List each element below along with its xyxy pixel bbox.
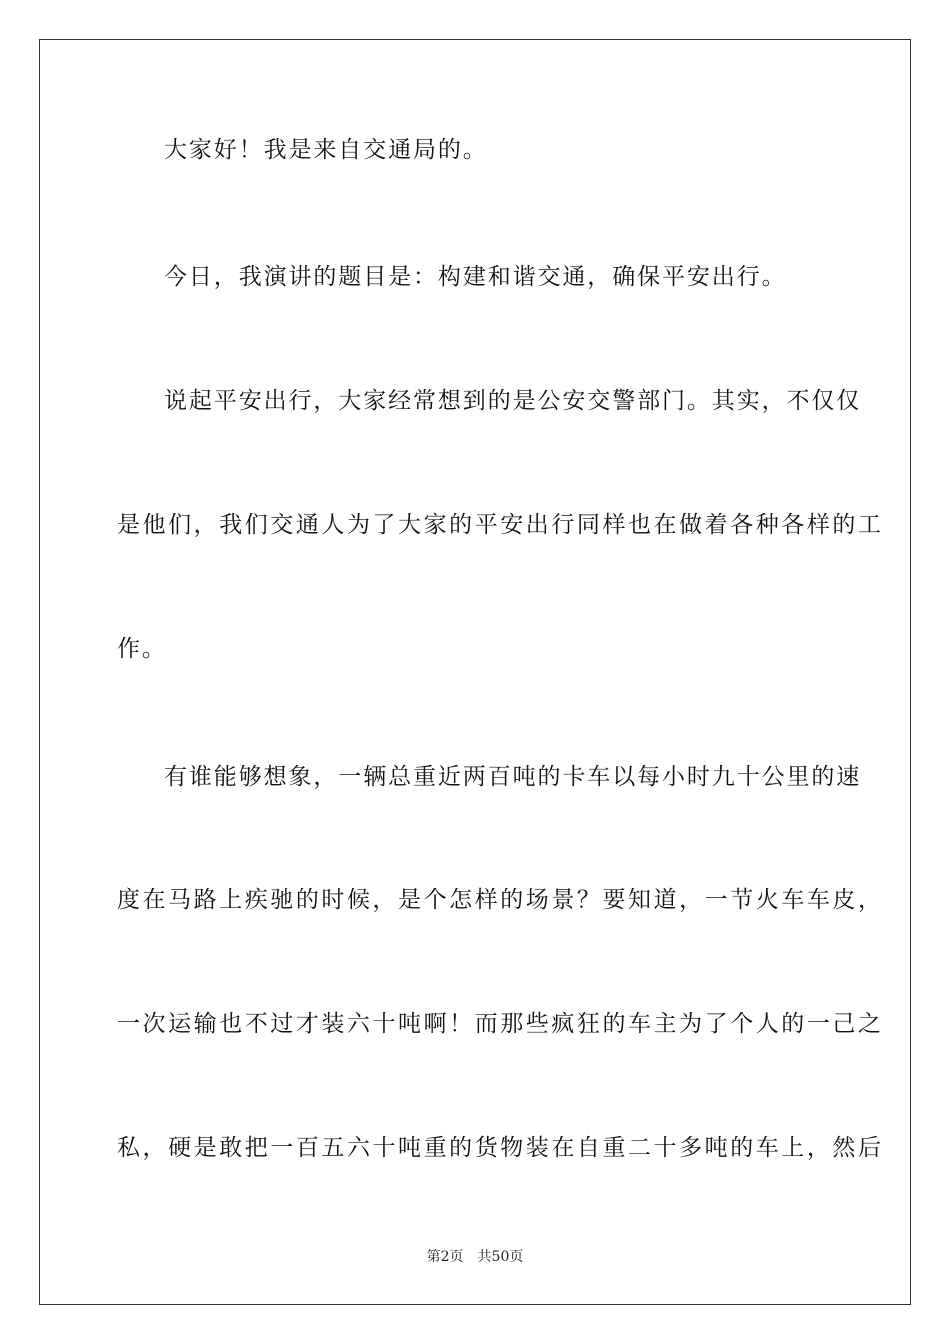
paragraph-line: 是他们，我们交通人为了大家的平安出行同样也在做着各种各样的工 — [117, 512, 884, 538]
page-number: 第2页 — [426, 1249, 464, 1265]
paragraph-line: 度在马路上疾驰的时候，是个怎样的场景？要知道，一节火车车皮， — [117, 887, 884, 913]
paragraph-line: 私，硬是敢把一百五六十吨重的货物装在自重二十多吨的车上，然后 — [117, 1135, 884, 1161]
paragraph-line: 一次运输也不过才装六十吨啊！而那些疯狂的车主为了个人的一己之 — [117, 1011, 884, 1037]
page-footer — [0, 1247, 950, 1267]
page-total: 共50页 — [477, 1249, 524, 1265]
page-border — [39, 39, 911, 1305]
paragraph-line: 大家好！我是来自交通局的。 — [164, 137, 488, 163]
paragraph-line: 有谁能够想象，一辆总重近两百吨的卡车以每小时九十公里的速 — [164, 764, 862, 790]
paragraph-line: 说起平安出行，大家经常想到的是公安交警部门。其实，不仅仅 — [164, 388, 862, 414]
paragraph-line: 今日，我演讲的题目是：构建和谐交通，确保平安出行。 — [164, 264, 787, 290]
paragraph-line: 作。 — [117, 636, 167, 662]
